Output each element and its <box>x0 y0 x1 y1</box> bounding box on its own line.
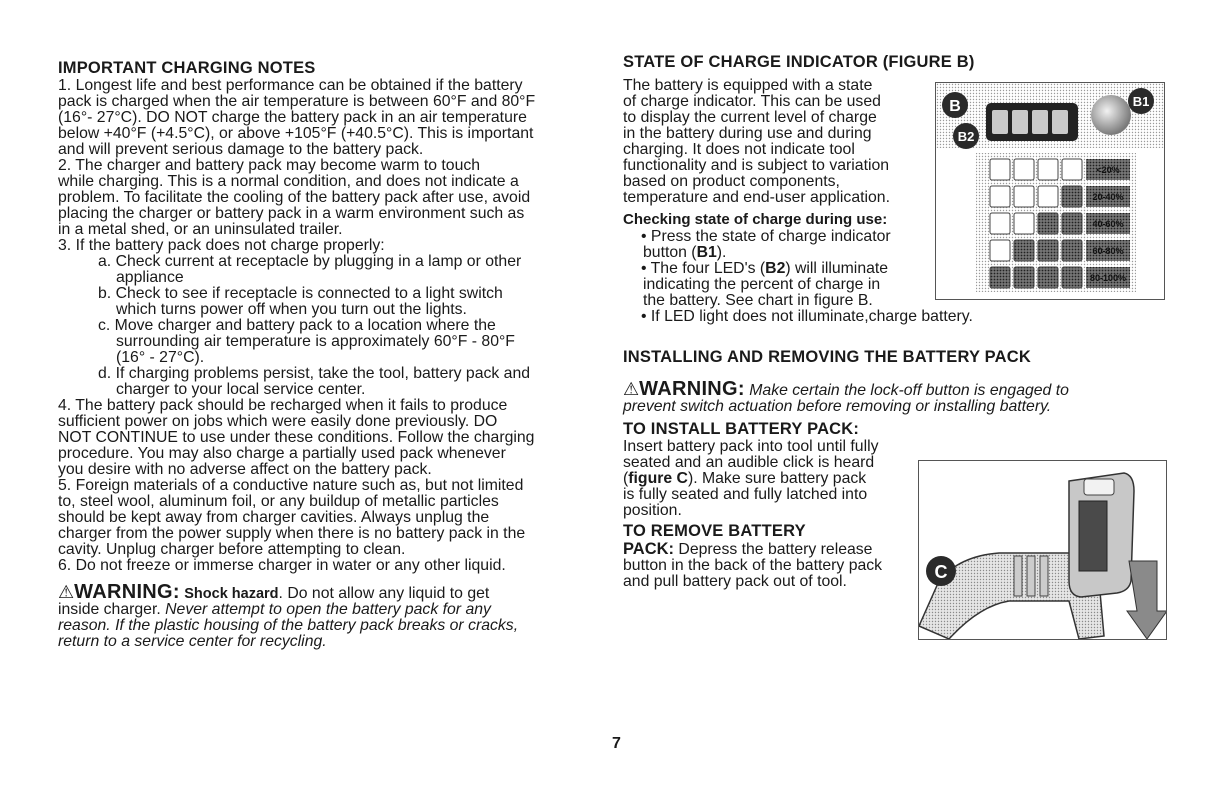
chart-led-cell <box>1038 267 1058 288</box>
note-5: 5. Foreign materials of a conductive nature such as, but not limited to, steel wool, aluminum foil, or any buildup of metallic particles should be kept away from charger cavities. Always unplug the charger from the power supply when there is no battery pack in the cavity. Unplug charger before attempting to clean. <box>58 477 526 558</box>
note-3d: d. If charging problems persist, take the tool, battery pack and charger to your local service center. <box>98 365 531 398</box>
charge-indicator-intro: The battery is equipped with a state of charge indicator. This can be used to display the current level of charge in the battery during use and during charging. It does not indicate tool functionality and is subject to variation based on product components, temperature and end-user application. <box>623 77 890 206</box>
tool-grip-rib <box>1040 556 1048 596</box>
chart-led-cell <box>1038 186 1058 207</box>
chart-led-cell <box>1014 159 1034 180</box>
remove-text: PACK: Depress the battery release button in the back of the battery pack and pull battery pack out of tool. <box>623 540 883 590</box>
charge-level-chart <box>976 153 1136 292</box>
left-column <box>58 58 606 650</box>
battery-ribs <box>1079 501 1107 571</box>
label-b: B <box>949 98 961 115</box>
note-3a: a. Check current at receptacle by plugging in a lamp or other appliance <box>98 253 522 286</box>
note-4: 4. The battery pack should be recharged when it fails to produce sufficient power on jobs which were easily done previously. DO NOT CONTINUE to use under these conditions. Follow the charging procedure. You may also charge a partially used pack whenever you desire with no adverse affect on the battery pack. <box>58 397 535 478</box>
chart-led-cell <box>990 159 1010 180</box>
warning-triangle-icon: ⚠ <box>58 582 75 602</box>
chart-led-cell <box>1014 240 1034 261</box>
chart-led-cell <box>1038 159 1058 180</box>
label-b2: B2 <box>957 129 975 144</box>
figure-c-battery-install <box>918 460 1167 640</box>
figure-b-drawing <box>936 83 1165 300</box>
chart-led-cell <box>1038 213 1058 234</box>
install-text: Insert battery pack into tool until fully seated and an audible click is heard (figure C). Make sure battery pack is fully seated and fully latched into position. <box>623 438 879 519</box>
shock-warning: ⚠WARNING: Shock hazard. Do not allow any liquid to get inside charger. Never attempt to open the battery pack for any reason. If the plastic housing of the battery pack breaks or cracks, return to a service center for recycling. <box>58 581 519 650</box>
note-3b: b. Check to see if receptacle is connected to a light switch which turns power off when you turn out the lights. <box>98 285 503 318</box>
note-6: 6. Do not freeze or immerse charger in water or any other liquid. <box>58 557 506 574</box>
figure-b-charge-indicator <box>935 82 1165 300</box>
lockoff-warning: ⚠WARNING: Make certain the lock-off button is engaged to prevent switch actuation before removing or installing battery. <box>623 378 1069 415</box>
figure-c-drawing <box>919 461 1167 640</box>
led-2 <box>1012 110 1028 134</box>
checking-heading: Checking state of charge during use: <box>623 211 888 228</box>
led-4 <box>1052 110 1068 134</box>
battery-indicator <box>1084 479 1114 495</box>
chart-led-cell <box>990 213 1010 234</box>
chart-percent-label: 20-40% <box>1092 192 1124 202</box>
chart-led-cell <box>1014 213 1034 234</box>
chart-led-cell <box>1062 267 1082 288</box>
chart-percent-label: <20% <box>1096 165 1120 175</box>
led-1 <box>992 110 1008 134</box>
chart-percent-label: 40-60% <box>1092 219 1124 229</box>
chart-led-cell <box>1062 186 1082 207</box>
chart-led-cell <box>990 267 1010 288</box>
chart-percent-label: 80-100% <box>1089 273 1127 283</box>
chart-percent-label: 60-80% <box>1092 246 1124 256</box>
note-3: 3. If the battery pack does not charge properly: <box>58 237 385 254</box>
heading-installing: INSTALLING AND REMOVING THE BATTERY PACK <box>623 348 1031 366</box>
heading-state-of-charge: STATE OF CHARGE INDICATOR (FIGURE B) <box>623 53 975 71</box>
warning-triangle-icon: ⚠ <box>623 379 640 399</box>
led-3 <box>1032 110 1048 134</box>
chart-led-cell <box>990 186 1010 207</box>
remove-heading: TO REMOVE BATTERY <box>623 522 806 540</box>
chart-led-cell <box>1014 186 1034 207</box>
note-3c: c. Move charger and battery pack to a location where the surrounding air temperature is approximately 60°F - 80°F (16° - 27°C). <box>98 317 515 366</box>
tool-grip-rib <box>1027 556 1035 596</box>
tool-grip-rib <box>1014 556 1022 596</box>
label-c: C <box>934 562 948 582</box>
chart-led-cell <box>1038 240 1058 261</box>
note-2: 2. The charger and battery pack may become warm to touch while charging. This is a normal condition, and does not indicate a problem. To facilitate the cooling of the battery pack after use, avoid placing the charger or battery pack in a warm environment such as in a metal shed, or an uninsulated trailer. <box>58 157 531 238</box>
heading-charging-notes: IMPORTANT CHARGING NOTES <box>58 59 316 77</box>
chart-led-cell <box>1014 267 1034 288</box>
note-1: 1. Longest life and best performance can be obtained if the battery pack is charged when the air temperature is between 60°F and 80°F (16°- 27°C). DO NOT charge the battery pack in an air temperature below +40°F (+4.5°C), or above +105°F (+40.5°C). This is important and will prevent serious damage to the battery pack. <box>58 77 536 158</box>
indicator-button <box>1091 95 1131 135</box>
chart-led-cell <box>990 240 1010 261</box>
install-heading: TO INSTALL BATTERY PACK: <box>623 420 860 438</box>
page-number: 7 <box>612 735 621 752</box>
label-b1: B1 <box>1132 94 1150 109</box>
chart-led-cell <box>1062 213 1082 234</box>
chart-led-cell <box>1062 240 1082 261</box>
charge-bullets: • Press the state of charge indicator button (B1). • The four LED's (B2) will illuminate indicating the percent of charge in the battery. See chart in figure B. • If LED light does not illuminate,charge battery. <box>641 228 973 325</box>
chart-led-cell <box>1062 159 1082 180</box>
